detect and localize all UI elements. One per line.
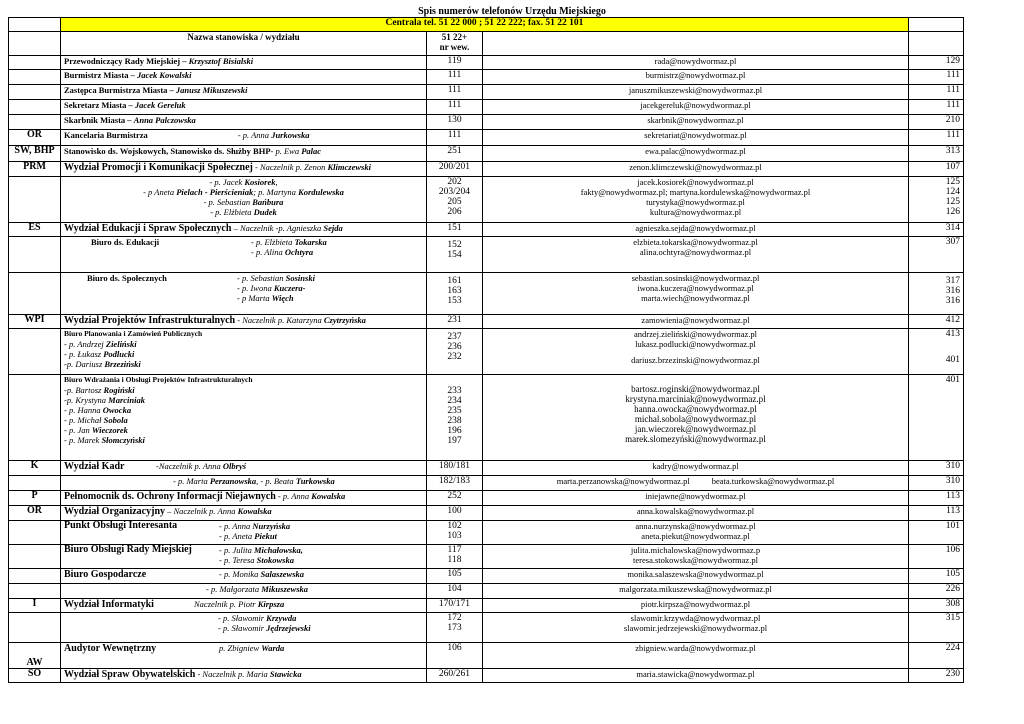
extension-cell: 231 xyxy=(427,315,483,329)
table-row xyxy=(9,223,964,237)
extension-cell: 252 xyxy=(427,491,483,506)
table-row xyxy=(9,643,964,669)
room-cell: 111 xyxy=(909,130,964,146)
room-cell: 111 xyxy=(909,70,964,85)
position-cell: Wydział Projektów Infrastrukturalnych - Naczelnik p. Katarzyna Czytrzyńska xyxy=(61,315,427,329)
extension-cell: 105 xyxy=(427,569,483,584)
extension-cell: 202 203/204 205 206 xyxy=(427,177,483,223)
room-cell: 113 xyxy=(909,506,964,521)
email-cell: marta.perzanowska@nowydwormaz.pl beata.turkowska@nowydwormaz.pl xyxy=(483,476,909,491)
extension-cell: 260/261 xyxy=(427,669,483,683)
room-cell: 307 xyxy=(909,237,964,273)
header-blank xyxy=(909,18,964,32)
room-cell: 401 xyxy=(909,375,964,461)
email-cell: agnieszka.sejda@nowydwormaz.pl xyxy=(483,223,909,237)
email-cell: julita.michalowska@nowydwormaz.p teresa.stokowska@nowydwormaz.pl xyxy=(483,545,909,569)
table-row xyxy=(9,56,964,70)
table-row xyxy=(9,599,964,613)
position-cell: Wydział Promocji i Komunikacji Społecznej - Naczelnik p. Zenon Klimczewski xyxy=(61,162,427,177)
position-cell: Przewodniczący Rady Miejskiej – Krzysztof Bisialski xyxy=(61,56,427,70)
room-cell: 310 xyxy=(909,461,964,476)
extension-cell: 180/181 xyxy=(427,461,483,476)
table-row xyxy=(9,476,964,491)
dept-code: ES xyxy=(9,223,61,237)
room-cell: 412 xyxy=(909,315,964,329)
position-cell: Wydział Informatyki Naczelnik p. Piotr Kirpsza xyxy=(61,599,427,613)
extension-cell: 152 154 xyxy=(427,237,483,273)
email-cell: jacek.kosiorek@nowydwormaz.pl fakty@nowydwormaz.pl; martyna.kordulewska@nowydwormaz.pl turystyka@nowydwormaz.pl kultura@nowydwormaz.pl xyxy=(483,177,909,223)
dept-code: K xyxy=(9,461,61,476)
room-cell: 317 316 316 xyxy=(909,273,964,315)
position-cell: Stanowisko ds. Wojskowych, Stanowisko ds. Służby BHP- p. Ewa Palac xyxy=(61,146,427,162)
extension-cell: 251 xyxy=(427,146,483,162)
dept-code: OR xyxy=(9,506,61,521)
table-row xyxy=(9,70,964,85)
position-cell: Audytor Wewnętrzny p. Zbigniew Warda xyxy=(61,643,427,669)
office-cell: Biuro ds. Edukacji - p. Elżbieta Tokarska - p. Alina Ochtyra xyxy=(61,237,427,273)
dept-code: SO xyxy=(9,669,61,683)
table-row xyxy=(9,177,964,223)
header-blank xyxy=(483,32,909,56)
table-row xyxy=(9,584,964,599)
table-row xyxy=(9,521,964,545)
staff-list: - p. Jacek Kosiorek, - p Aneta Pielach - Pierścieniak; p. Martyna Kordulewska - p. Sebastian Bańbura - p. Elżbieta Dudek xyxy=(61,177,427,223)
position-cell: Pełnomocnik ds. Ochrony Informacji Niejawnych - p. Anna Kowalska xyxy=(61,491,427,506)
extension-cell: 172 173 xyxy=(427,613,483,643)
table-row xyxy=(9,569,964,584)
extension-cell: 106 xyxy=(427,643,483,669)
extension-cell: 161 163 153 xyxy=(427,273,483,315)
extension-cell: 233 234 235 238 196 197 xyxy=(427,375,483,461)
header-blank xyxy=(9,32,61,56)
table-row xyxy=(9,237,964,273)
email-cell: andrzej.zieliński@nowydwormaz.pl lukasz.podlucki@nowydwormaz.pl dariusz.brzezinski@nowydwormaz.pl xyxy=(483,329,909,375)
central-phone-header: Centrala tel. 51 22 000 ; 51 22 222; fax. 51 22 101 xyxy=(61,18,909,32)
email-cell: elzbieta.tokarska@nowydwormaz.pl alina.ochtyra@nowydwormaz.pl xyxy=(483,237,909,273)
dept-code: SW, BHP xyxy=(9,146,61,162)
email-cell: sekretariat@nowydwormaz.pl xyxy=(483,130,909,146)
email-cell: skarbnik@nowydwormaz.pl xyxy=(483,115,909,130)
extension-cell: 104 xyxy=(427,584,483,599)
office-cell: Biuro ds. Społecznych - p. Sebastian Sosinski - p. Iwona Kuczera- - p Marta Więch xyxy=(61,273,427,315)
extension-cell: 119 xyxy=(427,56,483,70)
table-row xyxy=(9,669,964,683)
room-cell: 125 124 125 126 xyxy=(909,177,964,223)
email-cell: iniejawne@nowydwormaz.pl xyxy=(483,491,909,506)
position-cell: Sekretarz Miasta – Jacek Gereluk xyxy=(61,100,427,115)
email-cell: jacekgereluk@nowydwormaz.pl xyxy=(483,100,909,115)
table-row xyxy=(9,146,964,162)
extension-cell: 170/171 xyxy=(427,599,483,613)
dept-code: PRM xyxy=(9,162,61,177)
extension-cell: 151 xyxy=(427,223,483,237)
room-cell: 111 xyxy=(909,100,964,115)
table-row xyxy=(9,545,964,569)
room-cell: 224 xyxy=(909,643,964,669)
table-row xyxy=(9,491,964,506)
email-cell: zbigniew.warda@nowydwormaz.pl xyxy=(483,643,909,669)
dept-code: AW xyxy=(9,643,61,669)
dept-code: WPI xyxy=(9,315,61,329)
room-cell: 314 xyxy=(909,223,964,237)
extension-cell: 182/183 xyxy=(427,476,483,491)
extension-cell: 200/201 xyxy=(427,162,483,177)
ext-header-line: 51 22+ xyxy=(441,32,468,42)
extension-cell: 111 xyxy=(427,130,483,146)
room-cell: 230 xyxy=(909,669,964,683)
email-cell: rada@nowydwormaz.pl xyxy=(483,56,909,70)
position-cell: Wydział Organizacyjny – Naczelnik p. Anna Kowalska xyxy=(61,506,427,521)
email-cell: sebastian.sosinski@nowydwormaz.pl iwona.kuczera@nowydwormaz.pl marta.wiech@nowydwormaz.pl xyxy=(483,273,909,315)
email-cell: bartosz.roginski@nowydwormaz.pl krystyna.marciniak@nowydwormaz.pl hanna.owocka@nowydwormaz.pl michal.sobola@nowydwormaz.pl jan.wieczorek@nowydwormaz.pl marek.slomezyński@nowydwormaz.pl xyxy=(483,375,909,461)
room-cell: 310 xyxy=(909,476,964,491)
header-blank xyxy=(9,18,61,32)
table-row xyxy=(9,315,964,329)
email-cell: anna.nurzynska@nowydwormaz.pl aneta.piekut@nowydwormaz.pl xyxy=(483,521,909,545)
table-row xyxy=(9,329,964,375)
office-cell: Biuro Planowania i Zamówień Publicznych - p. Andrzej Zieliński - p. Łukasz Podlucki -p. Dariusz Brzeziński xyxy=(61,329,427,375)
table-row xyxy=(9,130,964,146)
office-cell: Punkt Obsługi Interesanta - p. Anna Nurzyńska - p. Aneta Piekut xyxy=(61,521,427,545)
dept-code: OR xyxy=(9,130,61,146)
extension-cell: 111 xyxy=(427,85,483,100)
column-header-position: Nazwa stanowiska / wydziału xyxy=(61,32,427,56)
dept-code: P xyxy=(9,491,61,506)
position-cell: Wydział Kadr -Naczelnik p. Anna Olbryś xyxy=(61,461,427,476)
extension-cell: 111 xyxy=(427,70,483,85)
header-blank xyxy=(909,32,964,56)
room-cell: 210 xyxy=(909,115,964,130)
phone-directory-table xyxy=(8,17,964,683)
ext-header-line: nr wew. xyxy=(439,42,470,52)
room-cell: 105 xyxy=(909,569,964,584)
table-row xyxy=(9,273,964,315)
room-cell: 106 xyxy=(909,545,964,569)
table-row xyxy=(9,461,964,476)
room-cell: 111 xyxy=(909,85,964,100)
office-cell: Biuro Obsługi Rady Miejskiej - p. Julita Michałowska, - p. Teresa Stokowska xyxy=(61,545,427,569)
room-cell: 315 xyxy=(909,613,964,643)
position-cell: Zastępca Burmistrza Miasta – Janusz Mikuszewski xyxy=(61,85,427,100)
email-cell: zamowienia@nowydwormaz.pl xyxy=(483,315,909,329)
table-row xyxy=(9,85,964,100)
email-cell: januszmikuszewski@nowydwormaz.pl xyxy=(483,85,909,100)
table-row xyxy=(9,162,964,177)
position-cell: Skarbnik Miasta – Anna Palczowska xyxy=(61,115,427,130)
extension-cell: 237 236 232 xyxy=(427,329,483,375)
position-cell: Kancelaria Burmistrza - p. Anna Jurkowska xyxy=(61,130,427,146)
email-cell: zenon.klimczewski@nowydwormaz.pl xyxy=(483,162,909,177)
email-cell: ewa.palac@nowydwormaz.pl xyxy=(483,146,909,162)
email-cell: anna.kowalska@nowydwormaz.pl xyxy=(483,506,909,521)
column-header-extension xyxy=(427,32,483,56)
email-cell: burmistrz@nowydwormaz.pl xyxy=(483,70,909,85)
table-row xyxy=(9,506,964,521)
staff-list: - p. Sławomir Krzywda - p. Sławomir Jędrzejewski xyxy=(61,613,427,643)
room-cell: 101 xyxy=(909,521,964,545)
room-cell: 413 401 xyxy=(909,329,964,375)
staff-list: - p. Małgorzata Mikuszewska xyxy=(61,584,427,599)
email-cell: maria.stawicka@nowydwormaz.pl xyxy=(483,669,909,683)
office-cell: Biuro Gospodarcze - p. Monika Salaszewska xyxy=(61,569,427,584)
email-cell: kadry@nowydwormaz.pl xyxy=(483,461,909,476)
office-cell: Biuro Wdrażania i Obsługi Projektów Infrastrukturalnych -p. Bartosz Rogiński -p. Krystyna Marciniak - p. Hanna Owocka - p. Michał Sobola - p. Jan Wieczorek - p. Marek Słomczyński xyxy=(61,375,427,461)
page-title: Spis numerów telefonów Urzędu Miejskiego xyxy=(418,6,606,17)
email-cell: slawomir.krzywda@nowydwormaz.pl slawomir.jedrzejewski@nowydwormaz.pl xyxy=(483,613,909,643)
extension-cell: 111 xyxy=(427,100,483,115)
table-row xyxy=(9,375,964,461)
extension-cell: 102 103 xyxy=(427,521,483,545)
position-cell: Wydział Spraw Obywatelskich - Naczelnik p. Maria Stawicka xyxy=(61,669,427,683)
dept-code: I xyxy=(9,599,61,613)
staff-list: - p. Marta Perzanowska, - p. Beata Turkowska xyxy=(61,476,427,491)
email-cell: piotr.kirpsza@nowydwormaz.pl xyxy=(483,599,909,613)
room-cell: 308 xyxy=(909,599,964,613)
extension-cell: 130 xyxy=(427,115,483,130)
room-cell: 113 xyxy=(909,491,964,506)
email-cell: malgorzata.mikuszewska@nowydwormaz.pl xyxy=(483,584,909,599)
room-cell: 313 xyxy=(909,146,964,162)
extension-cell: 117 118 xyxy=(427,545,483,569)
position-cell: Burmistrz Miasta – Jacek Kowalski xyxy=(61,70,427,85)
room-cell: 226 xyxy=(909,584,964,599)
email-cell: monika.salaszewska@nowydwormaz.pl xyxy=(483,569,909,584)
table-row xyxy=(9,100,964,115)
table-row xyxy=(9,613,964,643)
position-cell: Wydział Edukacji i Spraw Społecznych – Naczelnik -p. Agnieszka Sejda xyxy=(61,223,427,237)
table-row xyxy=(9,115,964,130)
extension-cell: 100 xyxy=(427,506,483,521)
room-cell: 129 xyxy=(909,56,964,70)
room-cell: 107 xyxy=(909,162,964,177)
